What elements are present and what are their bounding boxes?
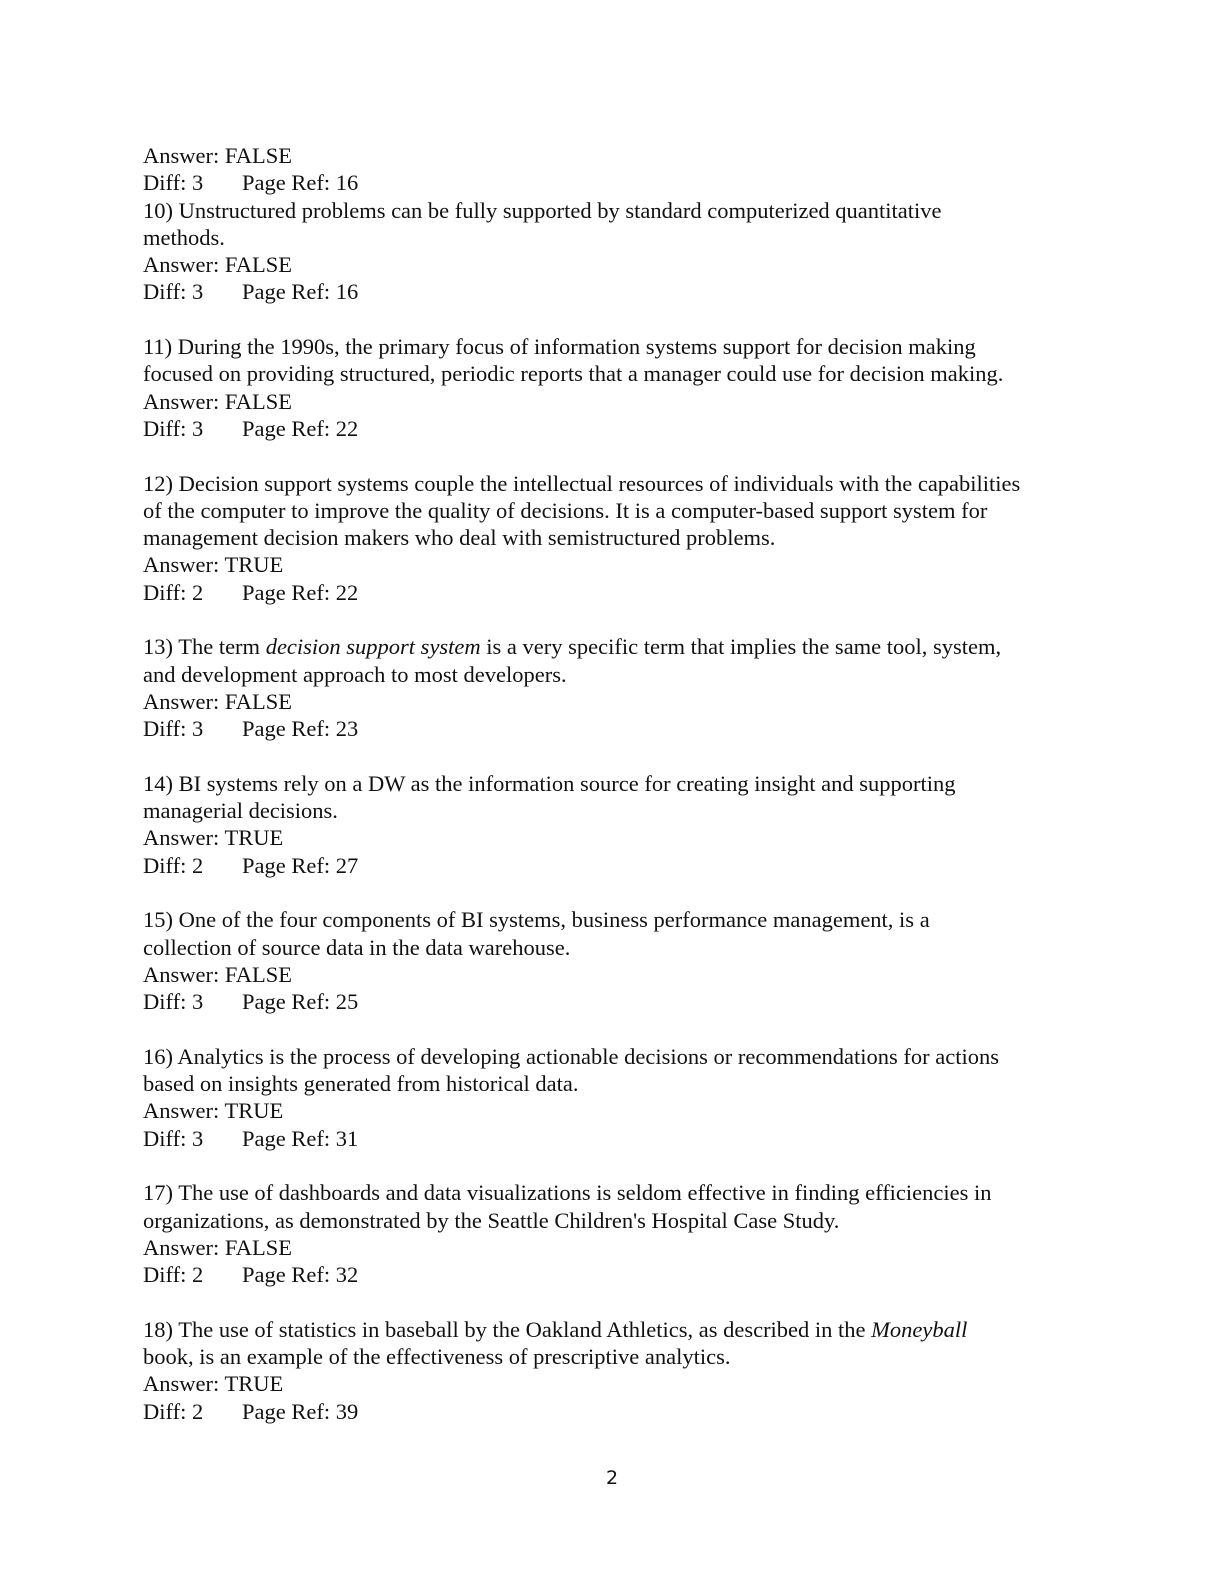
answer-value: FALSE — [224, 143, 292, 168]
question-block-17 — [143, 1179, 1083, 1288]
answer-line: Answer: TRUE — [143, 1371, 284, 1397]
italic-term: decision support system — [265, 634, 481, 660]
question-text: of the computer to improve the quality of decisions. It is a computer-based support system for — [143, 497, 988, 523]
diff-line: Diff: 3 Page Ref: 16 — [143, 279, 359, 305]
page-ref-value: 16 — [335, 170, 359, 196]
question-text: 17) The use of dashboards and data visualizations is seldom effective in finding efficiencies in — [143, 1180, 992, 1206]
diff-value: 2 — [191, 1398, 204, 1424]
question-text: management decision makers who deal with semistructured problems. — [143, 525, 776, 551]
question-block-15 — [143, 906, 1083, 1015]
answer-value: TRUE — [224, 1098, 284, 1124]
question-list — [143, 142, 1083, 1425]
diff-line: Diff: 3 Page Ref: 25 — [143, 989, 359, 1015]
question-text: 18) The use of statistics in baseball by the Oakland Athletics, as described in the Moneyball — [143, 1316, 968, 1342]
answer-value: FALSE — [224, 1234, 292, 1260]
question-text: 11) During the 1990s, the primary focus of information systems support for decision making — [143, 334, 976, 360]
answer-line: Answer: FALSE — [143, 1234, 292, 1260]
answer-line: Answer: TRUE — [143, 552, 284, 578]
question-block-12 — [143, 470, 1083, 606]
diff-value: 3 — [191, 989, 204, 1015]
diff-line: Diff: 2 Page Ref: 32 — [143, 1262, 359, 1288]
page-number: 2 — [605, 1467, 619, 1489]
answer-line: Answer: FALSE — [143, 688, 292, 714]
diff-value: 2 — [191, 852, 204, 878]
diff-line: Diff: 2 Page Ref: 27 — [143, 852, 359, 878]
answer-value: FALSE — [224, 252, 292, 278]
answer-line: Answer: TRUE — [143, 1098, 284, 1124]
diff-value: 3 — [191, 1125, 204, 1151]
diff-value: 3 — [191, 170, 204, 196]
question-block-11 — [143, 333, 1083, 442]
diff-line: Diff: 2 Page Ref: 39 — [143, 1398, 359, 1424]
question-block-9 — [143, 142, 1083, 197]
question-text: based on insights generated from historical data. — [143, 1071, 579, 1097]
page-ref-value: 27 — [335, 852, 359, 878]
page-ref-value: 22 — [335, 415, 359, 441]
question-text: book, is an example of the effectiveness of prescriptive analytics. — [143, 1344, 731, 1370]
question-text: focused on providing structured, periodic reports that a manager could use for decision making. — [143, 361, 1004, 387]
page-ref-value: 22 — [335, 579, 359, 605]
page-ref-value: 25 — [335, 989, 359, 1015]
answer-value: TRUE — [224, 825, 284, 851]
question-text: 10) Unstructured problems can be fully supported by standard computerized quantitative — [143, 197, 942, 223]
question-block-18 — [143, 1316, 1083, 1425]
question-text: organizations, as demonstrated by the Seattle Children's Hospital Case Study. — [143, 1207, 840, 1233]
page-ref-value: 31 — [335, 1125, 359, 1151]
diff-value: 2 — [191, 579, 204, 605]
answer-value: TRUE — [224, 552, 284, 578]
question-text: managerial decisions. — [143, 798, 338, 824]
question-block-13 — [143, 633, 1083, 742]
question-text: 16) Analytics is the process of developing actionable decisions or recommendations for actions — [143, 1043, 1000, 1069]
page-ref-value: 32 — [335, 1262, 359, 1288]
diff-value: 3 — [191, 415, 204, 441]
question-block-16 — [143, 1043, 1083, 1152]
answer-value: FALSE — [224, 388, 292, 414]
answer-line: Answer: FALSE — [143, 961, 292, 987]
diff-line: Diff: 3 Page Ref: 16 — [143, 170, 359, 196]
page-ref-value: 39 — [335, 1398, 359, 1424]
question-text: collection of source data in the data warehouse. — [143, 934, 571, 960]
answer-line: Answer: FALSE — [143, 252, 292, 278]
answer-line: Answer: TRUE — [143, 825, 284, 851]
italic-term: Moneyball — [871, 1316, 968, 1342]
answer-line: Answer: FALSE — [143, 143, 292, 168]
answer-value: TRUE — [224, 1371, 284, 1397]
diff-value: 3 — [191, 716, 204, 742]
diff-line: Diff: 2 Page Ref: 22 — [143, 579, 359, 605]
answer-value: FALSE — [224, 961, 292, 987]
question-text: 13) The term decision support system is a very specific term that implies the same tool, system, — [143, 634, 1002, 660]
diff-value: 2 — [191, 1262, 204, 1288]
diff-line: Diff: 3 Page Ref: 22 — [143, 415, 359, 441]
answer-value: FALSE — [224, 688, 292, 714]
question-text: and development approach to most developers. — [143, 661, 567, 687]
question-text: 14) BI systems rely on a DW as the information source for creating insight and supporting — [143, 770, 956, 796]
question-text: 12) Decision support systems couple the intellectual resources of individuals with the capabilities — [143, 470, 1021, 496]
question-block-10 — [143, 197, 1083, 306]
diff-value: 3 — [191, 279, 204, 305]
page-ref-value: 16 — [335, 279, 359, 305]
answer-line: Answer: FALSE — [143, 388, 292, 414]
page-ref-value: 23 — [335, 716, 359, 742]
question-text: methods. — [143, 224, 225, 250]
question-block-14 — [143, 770, 1083, 879]
diff-line: Diff: 3 Page Ref: 31 — [143, 1125, 359, 1151]
diff-line: Diff: 3 Page Ref: 23 — [143, 716, 359, 742]
question-text: 15) One of the four components of BI systems, business performance management, is a — [143, 907, 930, 933]
